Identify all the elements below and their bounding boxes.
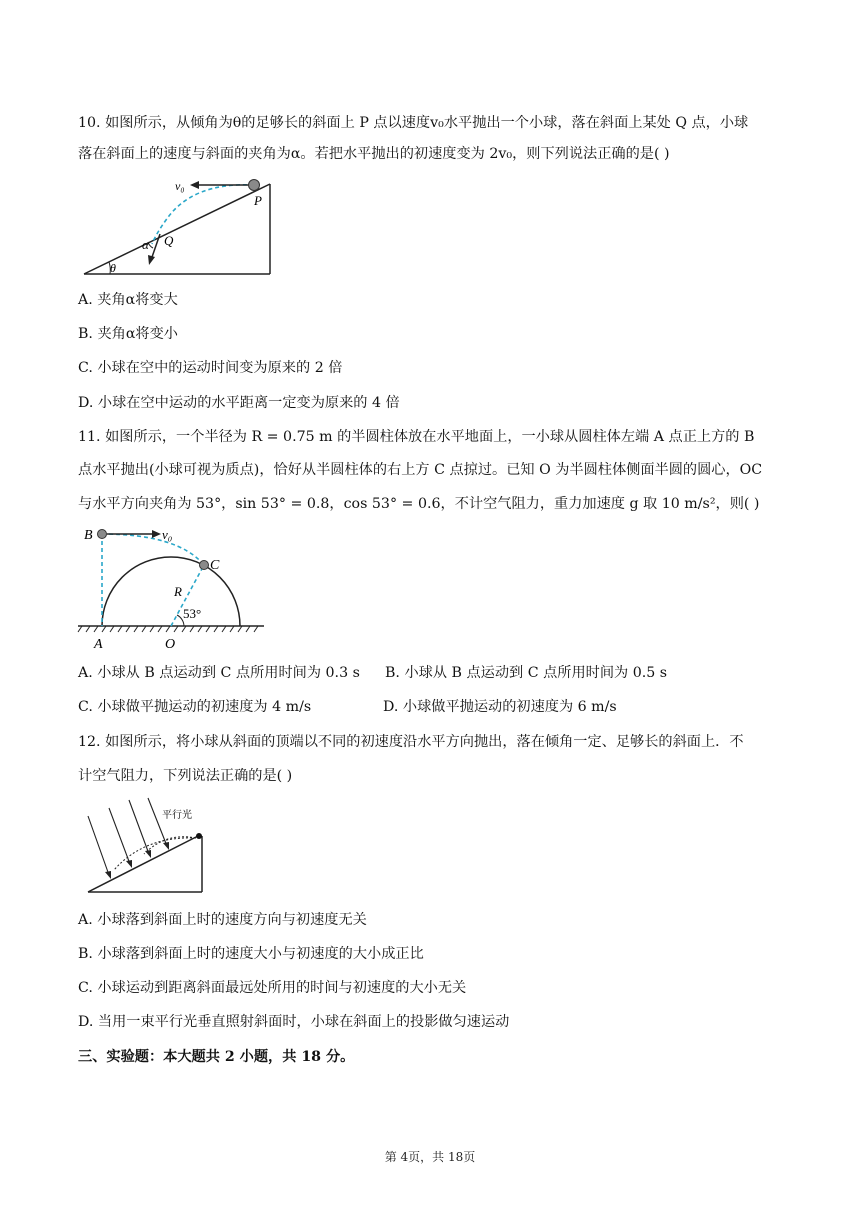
q10-incline-figure	[82, 172, 274, 278]
q12-parallel-light-figure	[84, 796, 208, 896]
q11-option-a: A. 小球从 B 点运动到 C 点所用时间为 0.3 s	[78, 665, 360, 681]
q10-label-alpha: α	[142, 237, 149, 252]
q12-label-light: 平行光	[162, 810, 192, 821]
q10-label-v0: v₀	[175, 179, 185, 193]
q11-semicylinder-figure	[78, 522, 268, 652]
q10-option-a: A. 夹角α将变大	[78, 292, 178, 308]
q10-stem-line2: 落在斜面上的速度与斜面的夹角为α。若把水平抛出的初速度变为 2v₀，则下列说法正确的是( )	[78, 146, 670, 162]
q11-label-B: B	[84, 528, 93, 543]
q11-label-R: R	[174, 584, 182, 599]
q12-option-c: C. 小球运动到距离斜面最远处所用的时间与初速度的大小无关	[78, 980, 467, 996]
q10-option-b: B. 夹角α将变小	[78, 326, 178, 342]
q12-stem-line1: 12. 如图所示，将小球从斜面的顶端以不同的初速度沿水平方向抛出，落在倾角一定、足够长的斜面上．不	[78, 734, 744, 750]
q11-label-A: A	[94, 637, 103, 652]
page-footer: 第 4页，共 18页	[384, 1150, 476, 1164]
q12-stem-line2: 计空气阻力，下列说法正确的是( )	[78, 768, 293, 784]
q10-stem-line1: 10. 如图所示，从倾角为θ的足够长的斜面上 P 点以速度v₀水平抛出一个小球，落在斜面上某处 Q 点，小球	[78, 115, 749, 131]
q11-stem-line2: 点水平抛出(小球可视为质点)，恰好从半圆柱体的右上方 C 点掠过。已知 O 为半圆柱体侧面半圆的圆心，OC	[78, 462, 763, 478]
q10-label-P: P	[254, 193, 262, 208]
q10-option-d: D. 小球在空中运动的水平距离一定变为原来的 4 倍	[78, 395, 400, 411]
q11-label-C: C	[210, 558, 220, 573]
q11-label-v0: v₀	[162, 527, 173, 542]
q11-option-d: D. 小球做平抛运动的初速度为 6 m/s	[383, 699, 617, 715]
section-3-heading: 三、实验题：本大题共 2 小题，共 18 分。	[78, 1049, 355, 1065]
q11-label-O: O	[165, 637, 176, 652]
q12-option-d: D. 当用一束平行光垂直照射斜面时，小球在斜面上的投影做匀速运动	[78, 1014, 510, 1030]
q10-label-theta: θ	[110, 261, 116, 275]
q11-option-b: B. 小球从 B 点运动到 C 点所用时间为 0.5 s	[385, 665, 668, 681]
q11-label-angle: 53°	[183, 606, 202, 621]
q10-label-Q: Q	[164, 233, 174, 248]
q11-stem-line3: 与水平方向夹角为 53°，sin 53° = 0.8，cos 53° = 0.6，不计空气阻力，重力加速度 g 取 10 m/s²，则( )	[78, 496, 760, 512]
q12-option-a: A. 小球落到斜面上时的速度方向与初速度无关	[78, 912, 367, 928]
q10-option-c: C. 小球在空中的运动时间变为原来的 2 倍	[78, 360, 343, 376]
q11-stem-line1: 11. 如图所示，一个半径为 R = 0.75 m 的半圆柱体放在水平地面上，一小球从圆柱体左端 A 点正上方的 B	[78, 429, 755, 445]
q12-option-b: B. 小球落到斜面上时的速度大小与初速度的大小成正比	[78, 946, 424, 962]
q11-option-c: C. 小球做平抛运动的初速度为 4 m/s	[78, 699, 312, 715]
